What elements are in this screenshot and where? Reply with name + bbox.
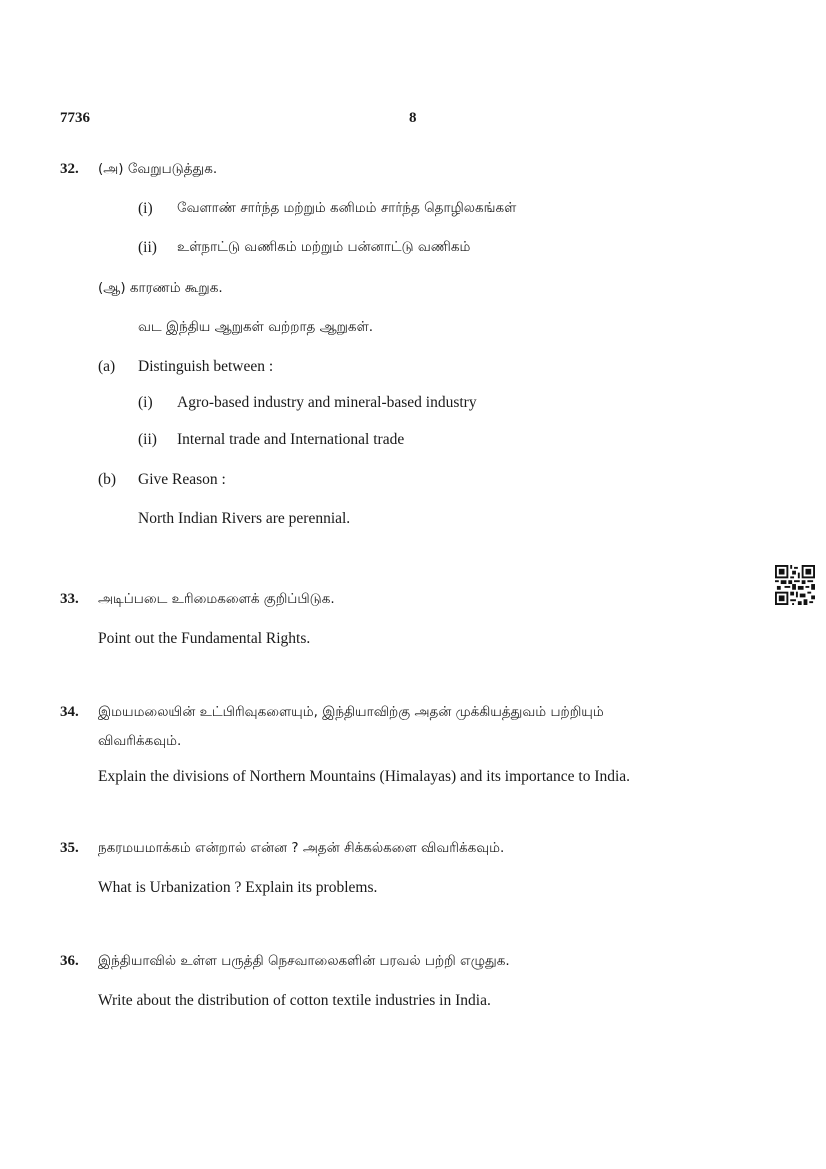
q32-part-b-label: (b) xyxy=(98,471,117,488)
q32-part-b-tamil-text: வட இந்திய ஆறுகள் வற்றாத ஆறுகள். xyxy=(138,319,374,335)
q34-english: Explain the divisions of Northern Mountains (Himalayas) and its importance to India. xyxy=(98,768,631,785)
paper-code: 7736 xyxy=(60,110,90,126)
page-number: 8 xyxy=(409,110,417,126)
q34-tamil-line-2: விவரிக்கவும். xyxy=(98,733,182,749)
q33-english: Point out the Fundamental Rights. xyxy=(98,630,311,647)
q32-part-b-english: Give Reason : xyxy=(138,471,226,488)
question-number-32: 32. xyxy=(60,161,79,177)
question-number-33: 33. xyxy=(60,591,79,607)
q32-english-item-1-text: Agro-based industry and mineral-based industry xyxy=(177,394,477,411)
q33-tamil: அடிப்படை உரிமைகளைக் குறிப்பிடுக. xyxy=(98,591,335,607)
q32-english-item-2-roman: (ii) xyxy=(138,431,157,448)
q32-part-a-label: (a) xyxy=(98,358,116,375)
q32-part-a-tamil: (அ) வேறுபடுத்துக. xyxy=(98,161,218,177)
qr-code-icon xyxy=(775,565,815,605)
q32-tamil-item-2-text: உள்நாட்டு வணிகம் மற்றும் பன்னாட்டு வணிகம் xyxy=(177,239,471,255)
q32-part-a-english: Distinguish between : xyxy=(138,358,274,375)
q32-part-b-tamil: (ஆ) காரணம் கூறுக. xyxy=(98,280,223,296)
q32-tamil-item-1-roman: (i) xyxy=(138,200,153,217)
q35-english: What is Urbanization ? Explain its problems. xyxy=(98,879,378,896)
question-number-36: 36. xyxy=(60,953,79,969)
q32-tamil-item-2-roman: (ii) xyxy=(138,239,157,256)
q32-english-item-1-roman: (i) xyxy=(138,394,153,411)
q34-tamil-line-1: இமயமலையின் உட்பிரிவுகளையும், இந்தியாவிற்கு அதன் முக்கியத்துவம் பற்றியும் xyxy=(98,704,604,720)
q36-tamil: இந்தியாவில் உள்ள பருத்தி நெசவாலைகளின் பரவல் பற்றி எழுதுக. xyxy=(98,953,510,969)
q32-part-b-english-text: North Indian Rivers are perennial. xyxy=(138,510,351,527)
q32-tamil-item-1-text: வேளாண் சார்ந்த மற்றும் கனிமம் சார்ந்த தொழிலகங்கள் xyxy=(177,200,517,216)
q32-english-item-2-text: Internal trade and International trade xyxy=(177,431,405,448)
question-number-35: 35. xyxy=(60,840,79,856)
q36-english: Write about the distribution of cotton textile industries in India. xyxy=(98,992,491,1009)
q35-tamil: நகரமயமாக்கம் என்றால் என்ன ? அதன் சிக்கல்களை விவரிக்கவும். xyxy=(98,840,505,856)
question-number-34: 34. xyxy=(60,704,79,720)
